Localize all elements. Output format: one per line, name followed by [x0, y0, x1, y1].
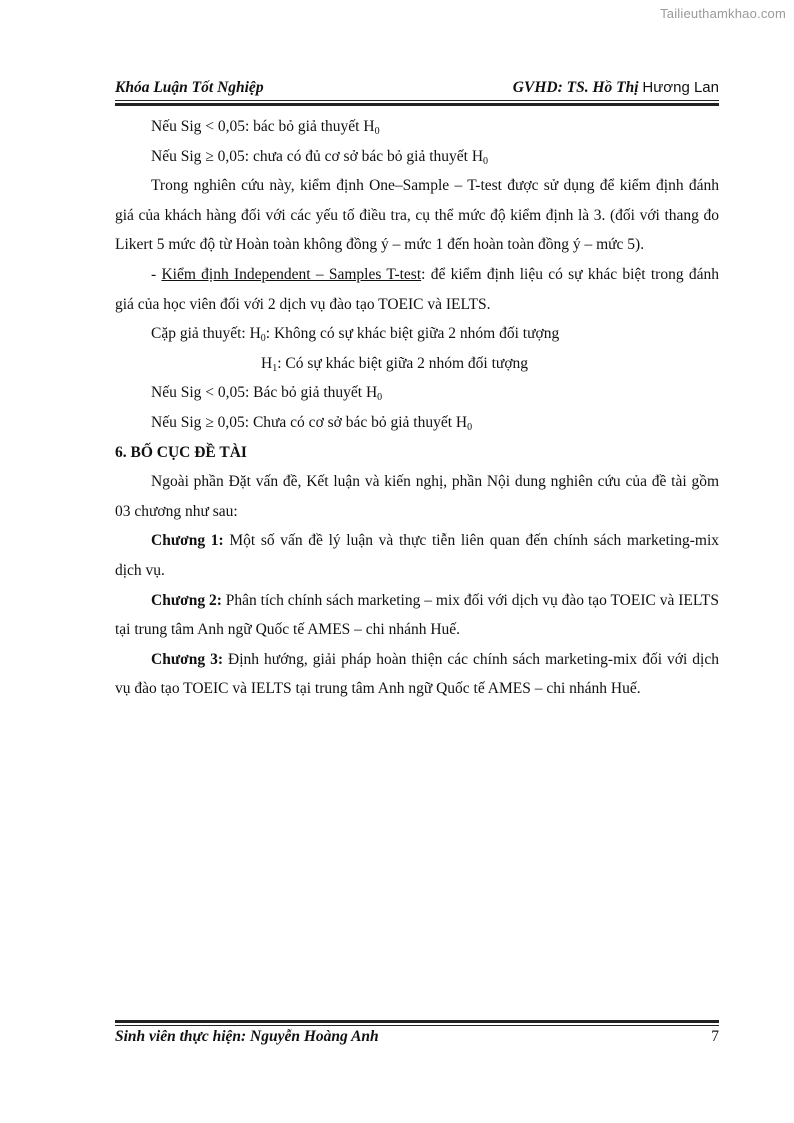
page-header — [115, 77, 719, 101]
hypothesis-h0: Cặp giả thuyết: $H_0$: Không có sự khác biệt giữa 2 nhóm đối tượng — [151, 325, 560, 345]
chapter-2: Chương 2: Phân tích chính sách marketing – mix đối với dịch vụ đào tạo TOEIC và IELTS tại trung tâm Anh ngữ Quốc tế AMES – chi nhánh Huế. — [115, 591, 719, 639]
chapter-2-label: Chương 2: — [151, 591, 222, 609]
header-rule-thin — [115, 100, 719, 101]
chapter-1-label: Chương 1: — [151, 532, 224, 550]
footer-rule-thick — [115, 1020, 719, 1023]
page-number: 7 — [711, 1028, 719, 1045]
rule-line-4: Nếu Sig ≥ 0,05: Chưa có cơ sở bác bỏ giả thuyết $H_0$ — [151, 413, 473, 433]
footer-author: Sinh viên thực hiện: Nguyễn Hoàng Anh — [115, 1028, 379, 1045]
hypothesis-h1: $H_1$: Có sự khác biệt giữa 2 nhóm đối tượng — [261, 354, 529, 374]
header-advisor — [513, 79, 719, 97]
section-heading: 6. BỐ CỤC ĐỀ TÀI — [115, 443, 247, 461]
paragraph-one-sample: Trong nghiên cứu này, kiểm định One–Sample – T-test được sử dụng để kiểm định đánh giá của khách hàng đối với các yếu tố điều tra, cụ thể mức độ kiểm định là 3. (đối với thang đo Likert 5 mức độ từ Hoàn toàn không đồng ý – mức 1 đến hoàn toàn đồng ý – mức 5). — [115, 177, 719, 254]
chapter-3: Chương 3: Định hướng, giải pháp hoàn thiện các chính sách marketing-mix đối với dịch vụ đào tạo TOEIC và IELTS tại trung tâm Anh ngữ Quốc tế AMES – chi nhánh Huế. — [115, 650, 719, 698]
rule-line-1: Nếu Sig < 0,05: bác bỏ giả thuyết $H_0$ — [151, 118, 380, 137]
rule-line-3: Nếu Sig < 0,05: Bác bỏ giả thuyết $H_0$ — [151, 384, 383, 404]
header-thesis-title: Khóa Luận Tốt Nghiệp — [115, 79, 264, 96]
header-rule-thick — [115, 103, 719, 106]
rule-line-2: Nếu Sig ≥ 0,05: chưa có đủ cơ sở bác bỏ giả thuyết $H_0$ — [151, 147, 489, 167]
header-advisor-plain: Hương Lan — [642, 79, 719, 96]
paragraph-independent-test: - Kiểm định Independent – Samples T-test: để kiểm định liệu có sự khác biệt trong đánh giá của học viên đối với 2 dịch vụ đào tạo TOEIC và IELTS. — [115, 265, 719, 313]
page-body — [115, 112, 719, 704]
chapter-1: Chương 1: Một số vấn đề lý luận và thực tiễn liên quan đến chính sách marketing-mix dịch vụ. — [115, 532, 719, 579]
underlined-term: Kiểm định Independent – Samples T-test — [161, 265, 422, 283]
paragraph-intro: Ngoài phần Đặt vấn đề, Kết luận và kiến nghị, phần Nội dung nghiên cứu của đề tài gồm 03 chương như sau: — [115, 473, 719, 520]
footer-rule-thin — [115, 1025, 719, 1026]
header-advisor-bold: GVHD: TS. Hồ Thị — [512, 79, 639, 96]
watermark-text: Tailieuthamkhao.com — [660, 6, 786, 21]
chapter-3-label: Chương 3: — [151, 650, 224, 668]
